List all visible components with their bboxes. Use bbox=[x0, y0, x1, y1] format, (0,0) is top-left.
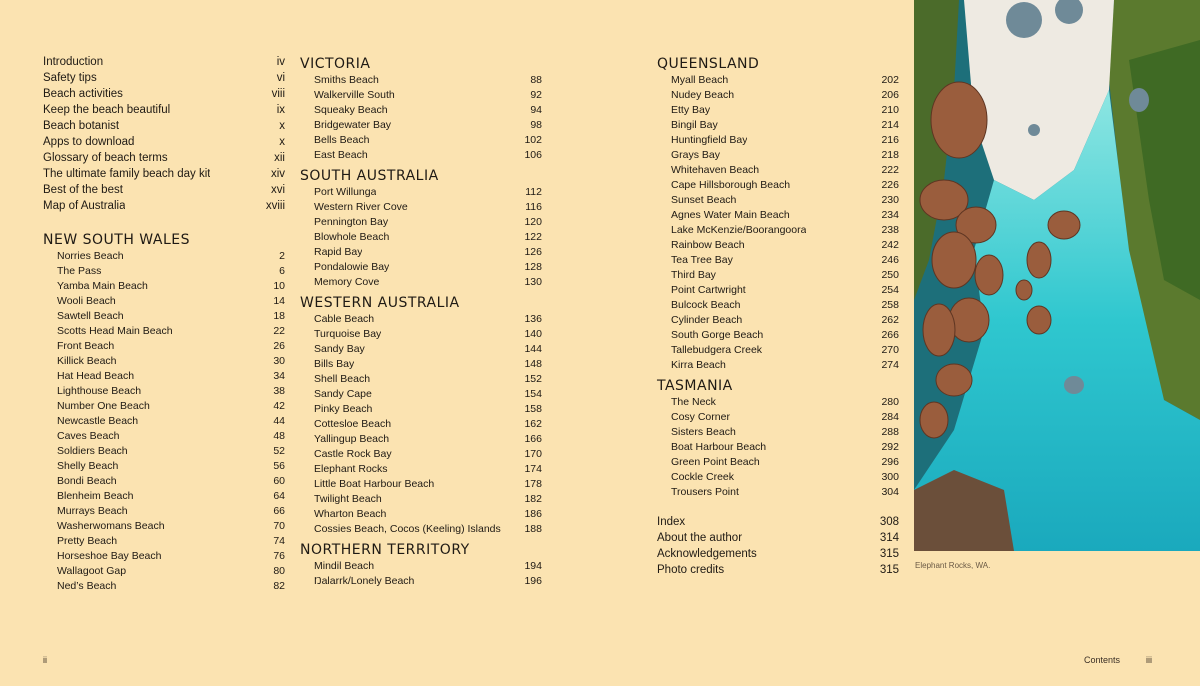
toc-entry-title: Pinky Beach bbox=[314, 403, 373, 415]
toc-entry bbox=[657, 410, 899, 425]
toc-entry-page: 128 bbox=[524, 261, 542, 273]
toc-entry-page: x bbox=[279, 136, 285, 148]
toc-entry bbox=[43, 339, 285, 354]
toc-entry-title: Walkerville South bbox=[314, 89, 395, 101]
toc-entry-title: Glossary of beach terms bbox=[43, 152, 168, 164]
toc-entry bbox=[657, 133, 899, 148]
toc-entry bbox=[300, 215, 542, 230]
toc-entry-page: 202 bbox=[881, 74, 899, 86]
toc-entry-title: Blowhole Beach bbox=[314, 231, 390, 243]
toc-entry-title: Elephant Rocks bbox=[314, 463, 388, 475]
toc-entry-title: Scotts Head Main Beach bbox=[57, 325, 173, 337]
toc-entry bbox=[43, 198, 285, 214]
toc-entry-title: The Neck bbox=[671, 396, 716, 408]
toc-entry-title: Bridgewater Bay bbox=[314, 119, 392, 131]
toc-entry bbox=[300, 103, 542, 118]
toc-entry-page: 48 bbox=[273, 430, 285, 442]
toc-entry bbox=[43, 354, 285, 369]
toc-entry-page: 64 bbox=[273, 490, 285, 502]
toc-entry bbox=[43, 294, 285, 309]
toc-entry bbox=[657, 343, 899, 358]
toc-entry-page: 242 bbox=[881, 239, 899, 251]
section-heading: VICTORIA bbox=[300, 56, 371, 72]
toc-entry-page: xii bbox=[274, 152, 285, 164]
right-page-number: iii bbox=[1146, 655, 1152, 665]
toc-entry-title: Sisters Beach bbox=[671, 426, 736, 438]
toc-entry-page: 222 bbox=[881, 164, 899, 176]
toc-entry-page: 266 bbox=[881, 329, 899, 341]
toc-entry-page: 80 bbox=[273, 565, 285, 577]
toc-entry-title: Best of the best bbox=[43, 184, 123, 196]
toc-entry-page: 254 bbox=[881, 284, 899, 296]
toc-entry bbox=[300, 245, 542, 260]
toc-entry-title: Cottesloe Beach bbox=[314, 418, 392, 430]
toc-entry-title: Soldiers Beach bbox=[57, 445, 128, 457]
toc-entry bbox=[300, 275, 542, 290]
toc-entry bbox=[300, 447, 542, 462]
toc-entry bbox=[657, 470, 899, 485]
toc-entry-page: 258 bbox=[881, 299, 899, 311]
toc-entry bbox=[657, 328, 899, 343]
toc-entry-title: East Beach bbox=[314, 149, 368, 161]
toc-entry-title: Sandy Cape bbox=[314, 388, 372, 400]
toc-entry bbox=[657, 253, 899, 268]
toc-entry-title: Hat Head Beach bbox=[57, 370, 135, 382]
toc-entry-page: 140 bbox=[524, 328, 542, 340]
toc-entry-page: 280 bbox=[881, 396, 899, 408]
photo-caption: Elephant Rocks, WA. bbox=[915, 561, 991, 570]
section-heading: SOUTH AUSTRALIA bbox=[300, 168, 439, 184]
toc-entry bbox=[300, 432, 542, 447]
toc-entry bbox=[300, 200, 542, 215]
toc-entry-page: 22 bbox=[273, 325, 285, 337]
toc-entry-page: 238 bbox=[881, 224, 899, 236]
toc-entry-title: Cosy Corner bbox=[671, 411, 730, 423]
toc-entry-page: 14 bbox=[273, 295, 285, 307]
toc-entry-title: The Pass bbox=[57, 265, 102, 277]
toc-entry-page: 94 bbox=[530, 104, 542, 116]
toc-entry-title: Wharton Beach bbox=[314, 508, 387, 520]
toc-entry-page: 116 bbox=[525, 201, 542, 213]
toc-entry-title: Memory Cove bbox=[314, 276, 380, 288]
toc-entry-title: Norries Beach bbox=[57, 250, 124, 262]
toc-entry bbox=[657, 546, 899, 562]
toc-entry-page: 308 bbox=[879, 516, 899, 528]
toc-entry bbox=[43, 579, 285, 594]
toc-entry-page: 30 bbox=[273, 355, 285, 367]
toc-entry bbox=[300, 417, 542, 432]
toc-entry-title: Front Beach bbox=[57, 340, 115, 352]
toc-entry-page: 216 bbox=[881, 134, 899, 146]
toc-entry-page: 66 bbox=[273, 505, 285, 517]
toc-entry bbox=[300, 522, 542, 537]
toc-entry-page: 70 bbox=[273, 520, 285, 532]
toc-entry-title: Wallagoot Gap bbox=[57, 565, 127, 577]
toc-entry bbox=[43, 182, 285, 198]
toc-entry-page: 106 bbox=[524, 149, 542, 161]
toc-entry bbox=[43, 384, 285, 399]
toc-entry bbox=[657, 118, 899, 133]
section-heading: WESTERN AUSTRALIA bbox=[300, 295, 460, 311]
toc-entry-title: Third Bay bbox=[671, 269, 716, 281]
toc-entry-title: Beach activities bbox=[43, 88, 123, 100]
toc-entry-page: x bbox=[279, 120, 285, 132]
toc-entry-page: 38 bbox=[273, 385, 285, 397]
toc-entry-title: Pretty Beach bbox=[57, 535, 118, 547]
toc-entry-page: 166 bbox=[524, 433, 542, 445]
toc-entry-page: 2 bbox=[279, 250, 285, 262]
toc-entry-title: Western River Cove bbox=[314, 201, 408, 213]
toc-entry-title: Port Willunga bbox=[314, 186, 377, 198]
toc-entry-title: Caves Beach bbox=[57, 430, 120, 442]
toc-entry-page: 92 bbox=[530, 89, 542, 101]
toc-entry-title: Killick Beach bbox=[57, 355, 117, 367]
toc-entry bbox=[43, 70, 285, 86]
toc-entry bbox=[657, 562, 899, 578]
toc-entry bbox=[43, 489, 285, 504]
toc-entry-page: 174 bbox=[524, 463, 542, 475]
toc-entry-page: 284 bbox=[881, 411, 899, 423]
toc-entry-page: 292 bbox=[881, 441, 899, 453]
toc-entry-page: 98 bbox=[530, 119, 542, 131]
toc-entry bbox=[300, 462, 542, 477]
toc-entry-page: xiv bbox=[270, 168, 285, 180]
toc-entry-page: 314 bbox=[879, 532, 899, 544]
toc-entry bbox=[43, 166, 285, 182]
toc-entry bbox=[300, 357, 542, 372]
toc-entry bbox=[43, 504, 285, 519]
toc-entry bbox=[300, 507, 542, 522]
toc-entry bbox=[43, 102, 285, 118]
toc-entry-title: Castle Rock Bay bbox=[314, 448, 392, 460]
toc-entry-title: Photo credits bbox=[657, 564, 725, 576]
toc-entry bbox=[300, 492, 542, 507]
toc-entry-page: iv bbox=[276, 56, 285, 68]
toc-entry bbox=[300, 342, 542, 357]
toc-entry-title: Point Cartwright bbox=[671, 284, 746, 296]
toc-entry-page: 126 bbox=[524, 246, 542, 258]
toc-entry-title: Beach botanist bbox=[43, 120, 120, 132]
toc-entry-title: Tea Tree Bay bbox=[671, 254, 733, 266]
toc-entry-title: Sawtell Beach bbox=[57, 310, 124, 322]
toc-entry bbox=[300, 118, 542, 133]
toc-entry bbox=[300, 312, 542, 327]
toc-entry bbox=[43, 459, 285, 474]
toc-entry-page: 102 bbox=[524, 134, 542, 146]
toc-entry-page: 120 bbox=[524, 216, 542, 228]
toc-entry-page: 296 bbox=[881, 456, 899, 468]
toc-entry-title: Cossies Beach, Cocos (Keeling) Islands bbox=[314, 523, 501, 535]
toc-entry-title: Number One Beach bbox=[57, 400, 150, 412]
toc-column-1 bbox=[43, 54, 285, 594]
toc-entry-page: 226 bbox=[881, 179, 899, 191]
toc-entry-title: Huntingfield Bay bbox=[671, 134, 748, 146]
toc-entry bbox=[43, 444, 285, 459]
toc-entry bbox=[657, 103, 899, 118]
toc-entry-page: 262 bbox=[881, 314, 899, 326]
toc-entry-title: Murrays Beach bbox=[57, 505, 128, 517]
toc-entry-title: Pondalowie Bay bbox=[314, 261, 390, 273]
toc-entry-title: Nudey Beach bbox=[671, 89, 735, 101]
toc-entry-page: 196 bbox=[524, 575, 542, 587]
toc-entry bbox=[300, 133, 542, 148]
toc-entry bbox=[657, 455, 899, 470]
toc-entry bbox=[657, 485, 899, 500]
toc-entry-page: xvi bbox=[270, 184, 285, 196]
toc-entry-page: 44 bbox=[273, 415, 285, 427]
toc-entry-page: 162 bbox=[524, 418, 542, 430]
toc-entry-title: Turquoise Bay bbox=[314, 328, 382, 340]
toc-entry bbox=[43, 134, 285, 150]
toc-entry bbox=[43, 564, 285, 579]
toc-entry-title: Etty Bay bbox=[671, 104, 711, 116]
toc-entry bbox=[300, 402, 542, 417]
toc-entry-title: Sandy Bay bbox=[314, 343, 365, 355]
toc-entry-title: Shelly Beach bbox=[57, 460, 119, 472]
toc-entry-page: 210 bbox=[881, 104, 899, 116]
toc-entry-page: 52 bbox=[273, 445, 285, 457]
toc-entry-page: 76 bbox=[273, 550, 285, 562]
toc-entry-page: 88 bbox=[530, 74, 542, 86]
toc-entry bbox=[300, 387, 542, 402]
toc-entry bbox=[300, 230, 542, 245]
toc-entry-title: Sunset Beach bbox=[671, 194, 737, 206]
toc-entry bbox=[43, 324, 285, 339]
toc-entry-title: Ned’s Beach bbox=[57, 580, 117, 592]
toc-entry-title: Agnes Water Main Beach bbox=[671, 209, 790, 221]
toc-entry-title: Bills Bay bbox=[314, 358, 355, 370]
toc-entry-title: Myall Beach bbox=[671, 74, 729, 86]
toc-entry-title: Cable Beach bbox=[314, 313, 375, 325]
toc-entry-page: 26 bbox=[273, 340, 285, 352]
toc-entry bbox=[300, 327, 542, 342]
toc-entry-title: Bulcock Beach bbox=[671, 299, 741, 311]
toc-entry-page: 274 bbox=[881, 359, 899, 371]
toc-entry bbox=[43, 54, 285, 70]
toc-entry bbox=[657, 425, 899, 440]
left-page-number: ii bbox=[43, 655, 47, 665]
toc-entry bbox=[43, 534, 285, 549]
toc-entry bbox=[43, 150, 285, 166]
toc-entry-title: South Gorge Beach bbox=[671, 329, 764, 341]
toc-entry bbox=[43, 474, 285, 489]
toc-entry-title: Boat Harbour Beach bbox=[671, 441, 767, 453]
toc-entry-title: Yallingup Beach bbox=[314, 433, 390, 445]
toc-entry bbox=[43, 414, 285, 429]
toc-entry bbox=[43, 309, 285, 324]
toc-entry bbox=[657, 193, 899, 208]
toc-entry-title: Bingil Bay bbox=[671, 119, 718, 131]
toc-entry bbox=[43, 519, 285, 534]
toc-entry-title: Blenheim Beach bbox=[57, 490, 134, 502]
footer-section-label: Contents bbox=[1084, 655, 1121, 665]
toc-entry-page: 188 bbox=[524, 523, 542, 535]
toc-entry bbox=[300, 148, 542, 163]
toc-entry-page: 206 bbox=[881, 89, 899, 101]
toc-entry bbox=[43, 429, 285, 444]
toc-entry bbox=[43, 369, 285, 384]
toc-entry-title: Rainbow Beach bbox=[671, 239, 745, 251]
toc-entry-title: Index bbox=[657, 516, 686, 528]
toc-entry-page: 18 bbox=[273, 310, 285, 322]
toc-entry-page: 122 bbox=[524, 231, 542, 243]
toc-entry-page: 82 bbox=[273, 580, 285, 592]
toc-entry-title: Cylinder Beach bbox=[671, 314, 743, 326]
toc-entry-page: 144 bbox=[524, 343, 542, 355]
toc-entry bbox=[300, 477, 542, 492]
toc-entry-title: Map of Australia bbox=[43, 200, 126, 212]
toc-entry-page: 270 bbox=[881, 344, 899, 356]
toc-entry-page: xviii bbox=[265, 200, 285, 212]
toc-entry bbox=[657, 283, 899, 298]
toc-entry-page: 250 bbox=[881, 269, 899, 281]
toc-entry-page: 194 bbox=[524, 560, 542, 572]
toc-entry-page: 182 bbox=[524, 493, 542, 505]
toc-entry-page: 74 bbox=[273, 535, 285, 547]
toc-entry-title: Lighthouse Beach bbox=[57, 385, 142, 397]
section-heading: TASMANIA bbox=[657, 378, 733, 394]
toc-entry-title: Cockle Creek bbox=[671, 471, 735, 483]
toc-entry-page: 148 bbox=[524, 358, 542, 370]
toc-entry-title: Wooli Beach bbox=[57, 295, 116, 307]
toc-entry-title: Grays Bay bbox=[671, 149, 721, 161]
toc-entry bbox=[300, 185, 542, 200]
toc-entry-title: Little Boat Harbour Beach bbox=[314, 478, 435, 490]
toc-entry-page: 170 bbox=[524, 448, 542, 460]
toc-entry bbox=[43, 399, 285, 414]
toc-entry bbox=[43, 249, 285, 264]
toc-entry-title: Twilight Beach bbox=[314, 493, 382, 505]
toc-entry-page: 288 bbox=[881, 426, 899, 438]
section-heading: NORTHERN TERRITORY bbox=[300, 542, 470, 558]
toc-entry bbox=[657, 208, 899, 223]
toc-entry-page: 246 bbox=[881, 254, 899, 266]
section-heading: NEW SOUTH WALES bbox=[43, 232, 190, 248]
toc-entry-title: About the author bbox=[657, 532, 743, 544]
toc-entry-title: Newcastle Beach bbox=[57, 415, 139, 427]
toc-entry-title: Keep the beach beautiful bbox=[43, 104, 171, 116]
toc-entry-page: 186 bbox=[524, 508, 542, 520]
toc-column-2 bbox=[300, 54, 542, 589]
toc-entry-page: 315 bbox=[879, 564, 899, 576]
toc-entry-page: 230 bbox=[881, 194, 899, 206]
toc-entry-title: Lake McKenzie/Boorangoora bbox=[671, 224, 807, 236]
toc-entry-title: Mindil Beach bbox=[314, 560, 375, 572]
toc-entry-title: Bells Beach bbox=[314, 134, 370, 146]
toc-entry bbox=[657, 73, 899, 88]
toc-entry-page: 56 bbox=[273, 460, 285, 472]
toc-entry-page: viii bbox=[271, 88, 285, 100]
toc-entry bbox=[43, 86, 285, 102]
toc-entry-page: 42 bbox=[273, 400, 285, 412]
toc-entry-title: Whitehaven Beach bbox=[671, 164, 760, 176]
toc-entry bbox=[657, 514, 899, 530]
toc-entry-title: Yamba Main Beach bbox=[57, 280, 148, 292]
toc-entry-title: Shell Beach bbox=[314, 373, 371, 385]
toc-entry-title: Introduction bbox=[43, 56, 104, 68]
toc-entry-page: 158 bbox=[524, 403, 542, 415]
toc-entry-title: Ŋalarrk/Lonely Beach bbox=[314, 575, 415, 587]
toc-entry-title: Bondi Beach bbox=[57, 475, 117, 487]
toc-entry bbox=[657, 178, 899, 193]
toc-entry-page: 315 bbox=[879, 548, 899, 560]
toc-entry-title: Safety tips bbox=[43, 72, 97, 84]
toc-entry bbox=[43, 549, 285, 564]
toc-entry bbox=[657, 88, 899, 103]
toc-entry-title: Smiths Beach bbox=[314, 74, 379, 86]
toc-entry-title: Apps to download bbox=[43, 136, 135, 148]
section-heading: QUEENSLAND bbox=[657, 56, 760, 72]
toc-entry-page: 178 bbox=[524, 478, 542, 490]
toc-entry-page: 6 bbox=[279, 265, 285, 277]
toc-entry-title: Acknowledgements bbox=[657, 548, 757, 560]
toc-entry bbox=[300, 559, 542, 574]
toc-entry-page: 10 bbox=[273, 280, 285, 292]
toc-entry bbox=[300, 88, 542, 103]
toc-entry-page: 152 bbox=[524, 373, 542, 385]
toc-entry bbox=[657, 223, 899, 238]
toc-entry bbox=[657, 238, 899, 253]
toc-entry bbox=[657, 440, 899, 455]
toc-entry bbox=[300, 260, 542, 275]
toc-entry-title: Green Point Beach bbox=[671, 456, 760, 468]
toc-entry-page: 112 bbox=[525, 186, 542, 198]
toc-entry-page: 130 bbox=[524, 276, 542, 288]
toc-entry bbox=[657, 395, 899, 410]
toc-entry bbox=[300, 73, 542, 88]
toc-entry-page: 154 bbox=[524, 388, 542, 400]
toc-entry-title: Squeaky Beach bbox=[314, 104, 388, 116]
toc-entry-title: Kirra Beach bbox=[671, 359, 726, 371]
toc-entry bbox=[657, 313, 899, 328]
toc-entry bbox=[300, 574, 542, 589]
toc-entry-page: 304 bbox=[881, 486, 899, 498]
toc-entry-title: The ultimate family beach day kit bbox=[43, 168, 211, 180]
toc-entry-page: 34 bbox=[273, 370, 285, 382]
toc-entry bbox=[657, 148, 899, 163]
toc-column-3 bbox=[657, 54, 899, 578]
toc-entry-title: Pennington Bay bbox=[314, 216, 389, 228]
toc-entry-page: 60 bbox=[273, 475, 285, 487]
toc-entry bbox=[43, 279, 285, 294]
toc-entry-page: 214 bbox=[881, 119, 899, 131]
toc-entry-title: Washerwomans Beach bbox=[57, 520, 165, 532]
toc-entry-page: 234 bbox=[881, 209, 899, 221]
toc-entry bbox=[43, 118, 285, 134]
toc-entry-title: Trousers Point bbox=[671, 486, 739, 498]
toc-entry-title: Cape Hillsborough Beach bbox=[671, 179, 791, 191]
toc-entry-page: 136 bbox=[524, 313, 542, 325]
toc-entry bbox=[657, 298, 899, 313]
toc-entry-title: Horseshoe Bay Beach bbox=[57, 550, 162, 562]
toc-entry bbox=[657, 163, 899, 178]
toc-entry-page: 300 bbox=[881, 471, 899, 483]
toc-entry bbox=[43, 264, 285, 279]
toc-entry-title: Rapid Bay bbox=[314, 246, 363, 258]
toc-entry bbox=[657, 268, 899, 283]
toc-entry-page: vi bbox=[276, 72, 285, 84]
toc-entry-page: 218 bbox=[881, 149, 899, 161]
elephant-rocks-photo bbox=[914, 0, 1200, 551]
toc-entry bbox=[300, 372, 542, 387]
toc-entry-title: Tallebudgera Creek bbox=[671, 344, 763, 356]
toc-entry-page: ix bbox=[276, 104, 285, 116]
toc-entry bbox=[657, 530, 899, 546]
toc-entry bbox=[657, 358, 899, 373]
